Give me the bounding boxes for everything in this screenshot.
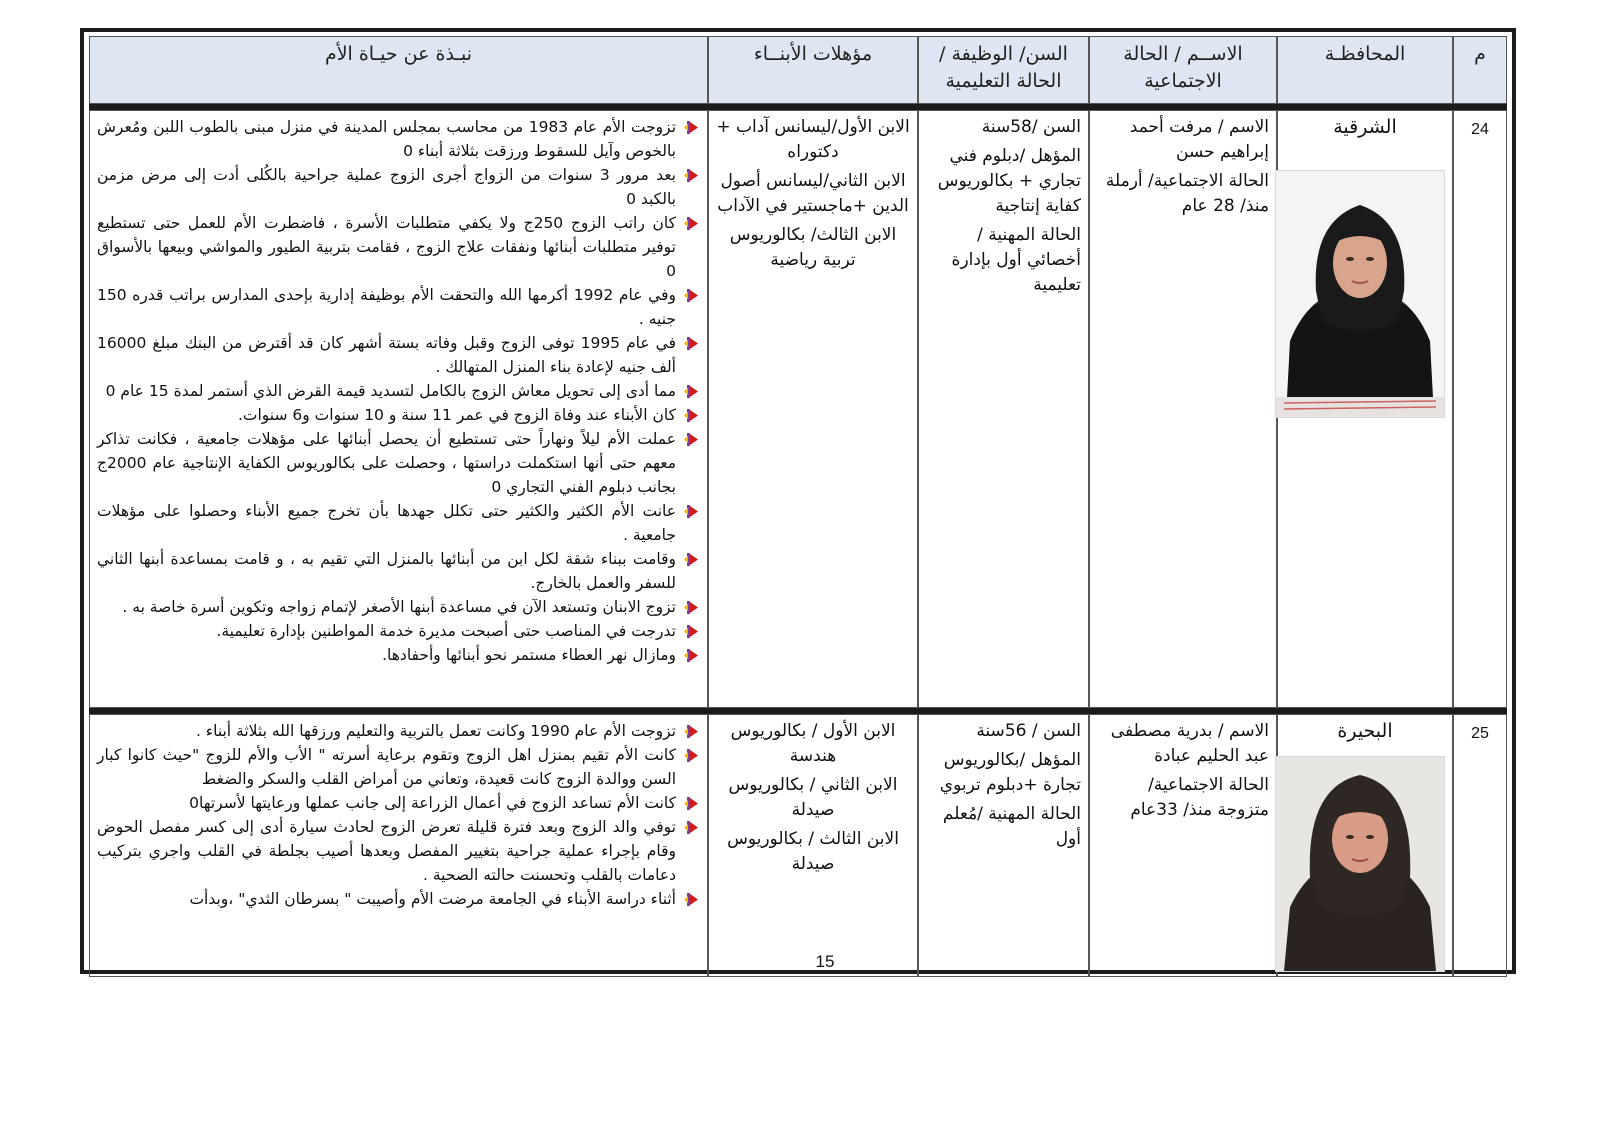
- header-governorate: المحافظـة: [1277, 36, 1453, 104]
- bio-cell: [89, 714, 708, 977]
- arrow-bullet-icon: [684, 169, 698, 182]
- children-cell: [708, 714, 918, 977]
- name-status-cell: [1089, 110, 1277, 708]
- job-line: الحالة المهنية /أخصائي أول بإدارة تعليمية: [951, 225, 1081, 295]
- arrow-bullet-icon: [684, 385, 698, 398]
- arrow-bullet-icon: [684, 217, 698, 230]
- bio-item: كانت الأم تساعد الزوج في أعمال الزراعة إلى جانب عملها ورعايتها لأسرتها0: [97, 791, 700, 815]
- name-status-cell: [1089, 714, 1277, 977]
- name-line: الاسم / بدرية مصطفى عبد الحليم عبادة: [1110, 721, 1269, 766]
- mother-portrait-icon: [1276, 171, 1444, 417]
- child-qualification: الابن الأول / بكالوريوس هندسة: [730, 721, 896, 766]
- mother-portrait-icon: [1276, 757, 1444, 971]
- bio-cell: [89, 110, 708, 708]
- arrow-bullet-icon: [684, 649, 698, 662]
- job-line: الحالة المهنية /مُعلم أول: [942, 804, 1081, 849]
- arrow-bullet-icon: [684, 749, 698, 762]
- bio-item: وقامت ببناء شقة لكل ابن من أبنائها بالمنزل التي تقيم به ، و قامت بمساعدة أبنها الثاني للسفر والعمل بالخارج.: [97, 547, 700, 595]
- arrow-bullet-icon: [684, 625, 698, 638]
- row-number: 24: [1453, 110, 1507, 708]
- qualification-line: المؤهل /بكالوريوس تجارة +دبلوم تربوي: [939, 750, 1081, 795]
- bio-list: [97, 115, 700, 667]
- header-row: [89, 36, 1507, 104]
- page-number: 15: [815, 952, 835, 971]
- arrow-bullet-icon: [684, 121, 698, 134]
- arrow-bullet-icon: [684, 337, 698, 350]
- arrow-bullet-icon: [684, 601, 698, 614]
- bio-item: عملت الأم ليلاً ونهاراً حتى تستطيع أن يحصل أبنائها على مؤهلات جامعية ، فكانت تذاكر معهم حتى أنها استكملت دراستها ، وحصلت على بكالوريوس الكفاية الإنتاجية عام 2000ج بجانب دبلوم الفني التجاري 0: [97, 427, 700, 499]
- arrow-bullet-icon: [684, 821, 698, 834]
- bio-item: وفي عام 1992 أكرمها الله والتحقت الأم بوظيفة إدارية بإحدى المدارس براتب قدره 150 جنيه .: [97, 283, 700, 331]
- governorate-cell: [1277, 110, 1453, 708]
- mother-photo: [1275, 170, 1445, 418]
- bio-item: بعد مرور 3 سنوات من الزواج أجرى الزوج عملية جراحية بالكُلى أدت إلى مرض مزمن بالكبد 0: [97, 163, 700, 211]
- arrow-bullet-icon: [684, 289, 698, 302]
- header-age-job-edu: السن/ الوظيفة / الحالة التعليمية: [918, 36, 1089, 104]
- header-mother-bio: نبـذة عن حيـاة الأم: [89, 36, 708, 104]
- arrow-bullet-icon: [684, 505, 698, 518]
- marital-status-line: الحالة الاجتماعية/ متزوجة منذ/ 33عام: [1130, 775, 1269, 820]
- table-frame: [80, 28, 1516, 974]
- bio-item: عانت الأم الكثير والكثير حتى تكلل جهدها بأن تخرج جميع الأبناء وحصلوا على مؤهلات جامعية .: [97, 499, 700, 547]
- arrow-bullet-icon: [684, 893, 698, 906]
- child-qualification: الابن الثاني/ليسانس أصول الدين +ماجستير في الآداب: [717, 171, 909, 216]
- mothers-table: [89, 36, 1507, 977]
- bio-item: كانت الأم تقيم بمنزل اهل الزوج وتقوم برعاية أسرته " الأب والأم للزوج "حيث كانوا كبار السن ووالدة الزوج كانت قعيدة، وتعاني من أمراض القلب والسكر والضغط: [97, 743, 700, 791]
- header-name-status: الاســم / الحالة الاجتماعية: [1089, 36, 1277, 104]
- age-job-edu-cell: [918, 714, 1089, 977]
- bio-item: توفي والد الزوج وبعد فترة قليلة تعرض الزوج لحادث سيارة أدى إلى كسر مفصل الحوض وقام بإجراء عملية جراحية بتغيير المفصل وبعدها أصيب بجلطة في القلب واجري بتركيب دعامات بالقلب وتحسنت حالته الصحية .: [97, 815, 700, 887]
- bio-item: في عام 1995 توفى الزوج وقبل وفاته بستة أشهر كان قد أقترض من البنك مبلغ 16000 ألف جنيه لإعادة بناء المنزل المتهالك .: [97, 331, 700, 379]
- name-line: الاسم / مرفت أحمد إبراهيم حسن: [1129, 117, 1269, 162]
- bio-list: [97, 719, 700, 911]
- child-qualification: الابن الثالث / بكالوريوس صيدلة: [727, 829, 899, 874]
- child-qualification: الابن الثالث/ بكالوريوس تربية رياضية: [729, 225, 897, 270]
- bio-item: تزوجت الأم عام 1983 من محاسب بمجلس المدينة في منزل مبنى بالطوب اللبن ومُعرش بالخوص وآيل للسقوط ورزقت بثلاثة أبناء 0: [97, 115, 700, 163]
- age-line: السن /58سنة: [981, 117, 1081, 137]
- governorate-name: البحيرة: [1337, 720, 1393, 742]
- mother-photo: [1275, 756, 1445, 972]
- arrow-bullet-icon: [684, 725, 698, 738]
- bio-item: تدرجت في المناصب حتى أصبحت مديرة خدمة المواطنين بإدارة تعليمية.: [97, 619, 700, 643]
- governorate-cell: [1277, 714, 1453, 977]
- children-cell: [708, 110, 918, 708]
- bio-item: أثناء دراسة الأبناء في الجامعة مرضت الأم وأصيبت " بسرطان الثدي" ،وبدأت: [97, 887, 700, 911]
- arrow-bullet-icon: [684, 797, 698, 810]
- row-number: 25: [1453, 714, 1507, 977]
- age-job-edu-cell: [918, 110, 1089, 708]
- age-line: السن / 56سنة: [976, 721, 1081, 741]
- arrow-bullet-icon: [684, 409, 698, 422]
- bio-item: تزوجت الأم عام 1990 وكانت تعمل بالتربية والتعليم ورزقها الله بثلاثة أبناء .: [97, 719, 700, 743]
- arrow-bullet-icon: [684, 433, 698, 446]
- child-qualification: الابن الأول/ليسانس آداب + دكتوراه: [716, 117, 910, 162]
- child-qualification: الابن الثاني / بكالوريوس صيدلة: [728, 775, 898, 820]
- qualification-line: المؤهل /دبلوم فني تجاري + بكالوريوس كفاية إنتاجية: [937, 146, 1081, 216]
- bio-item: كان الأبناء عند وفاة الزوج في عمر 11 سنة و 10 سنوات و6 سنوات.: [97, 403, 700, 427]
- bio-item: ومازال نهر العطاء مستمر نحو أبنائها وأحفادها.: [97, 643, 700, 667]
- bio-item: تزوج الابنان وتستعد الآن في مساعدة أبنها الأصغر لإتمام زواجه وتكوين أسرة خاصة به .: [97, 595, 700, 619]
- arrow-bullet-icon: [684, 553, 698, 566]
- governorate-name: الشرقية: [1333, 116, 1397, 138]
- table-row: [89, 714, 1507, 977]
- table-row: [89, 110, 1507, 708]
- bio-item: مما أدى إلى تحويل معاش الزوج بالكامل لتسديد قيمة القرض الذي أستمر لمدة 15 عام 0: [97, 379, 700, 403]
- marital-status-line: الحالة الاجتماعية/ أرملة منذ/ 28 عام: [1105, 171, 1269, 216]
- header-children-qualifications: مؤهلات الأبنــاء: [708, 36, 918, 104]
- header-num: م: [1453, 36, 1507, 104]
- bio-item: كان راتب الزوج 250ج ولا يكفي متطلبات الأسرة ، فاضطرت الأم للعمل حتى تستطيع توفير متطلبات أبنائها ونفقات علاج الزوج ، فقامت بتربية الطيور والمواشي وبيعها بالأسواق 0: [97, 211, 700, 283]
